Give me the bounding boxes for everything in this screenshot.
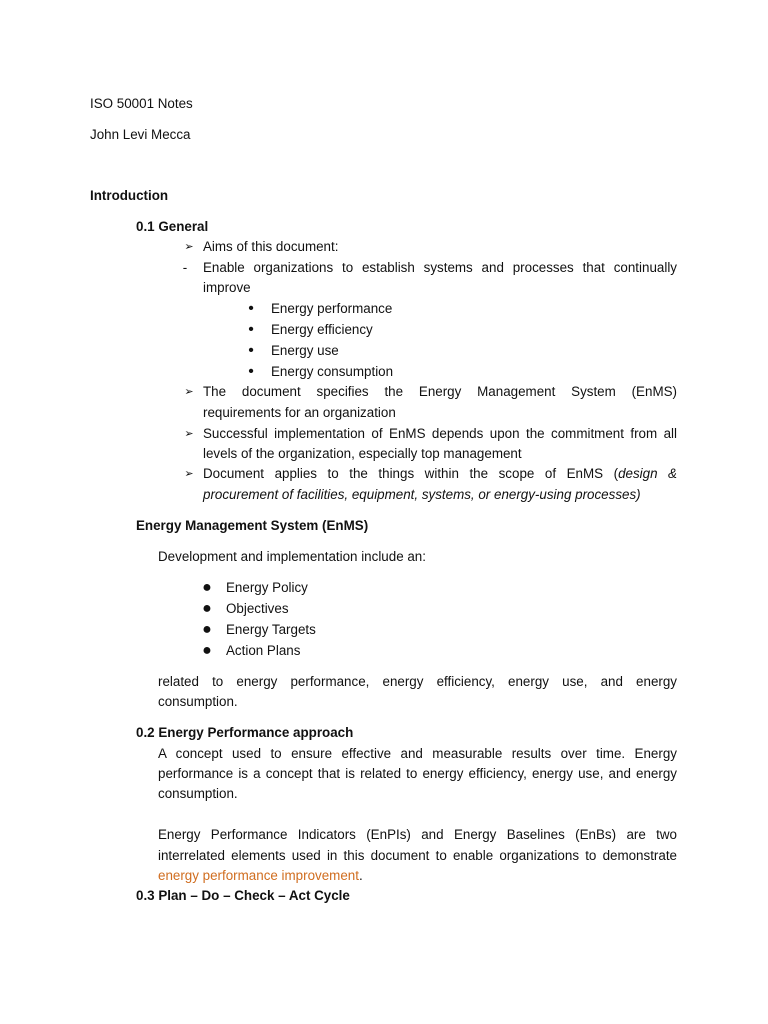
arrow-item-2-line-1: Successful implementation of EnMS depends upon the commitment from all [203,426,677,441]
round-bullet-icon: • [248,300,254,317]
performance-paragraph-2-line-1: Energy Performance Indicators (EnPIs) and Energy Baselines (EnBs) are two [158,827,677,842]
arrow-item-3-line-2: procurement of facilities, equipment, systems, or energy-using processes) [203,487,641,502]
performance-paragraph-1-line-3: consumption. [158,786,238,801]
dash-item-line-2: improve [203,280,251,295]
arrow-bullet-icon: ➢ [184,428,194,440]
aims-text: Aims of this document: [203,239,339,254]
document-author: John Levi Mecca [90,127,191,142]
performance-paragraph-2-line-3 [158,866,363,886]
introduction-heading: Introduction [90,188,169,203]
enms-bullet-energy-policy: Energy Policy [226,580,308,595]
bullet-energy-performance: Energy performance [271,301,393,316]
round-bullet-icon: • [248,363,254,380]
dash-item-line-1: Enable organizations to establish systems and processes that continually [203,260,677,275]
general-heading: 0.1 General [136,219,209,234]
performance-heading: 0.2 Energy Performance approach [136,725,354,740]
performance-paragraph-2-line-2: interrelated elements used in this document to enable organizations to demonstrate [158,848,677,863]
enms-bullet-action-plans: Action Plans [226,643,301,658]
round-bullet-icon: • [248,342,254,359]
document-title: ISO 50001 Notes [90,96,193,111]
enms-bullet-objectives: Objectives [226,601,289,616]
arrow-bullet-icon: ➢ [184,386,194,398]
enms-intro: Development and implementation include an: [158,549,426,564]
enms-bullet-energy-targets: Energy Targets [226,622,316,637]
performance-paragraph-1-line-1: A concept used to ensure effective and measurable results over time. Energy [158,746,677,761]
paragraph-end-punctuation: . [358,868,363,883]
round-bullet-icon: ● [202,579,212,596]
round-bullet-icon: ● [202,600,212,617]
enms-related-line-1: related to energy performance, energy efficiency, energy use, and energy [158,674,677,689]
round-bullet-icon: • [248,321,254,338]
bullet-energy-consumption: Energy consumption [271,364,394,379]
round-bullet-icon: ● [202,621,212,638]
dash-bullet-icon: - [182,260,188,275]
arrow-item-3-line-1 [203,464,677,484]
arrow-bullet-icon: ➢ [184,468,194,480]
enms-related-line-2: consumption. [158,694,238,709]
arrow-item-3-prefix: Document applies to the things within the scope of EnMS ( [203,466,619,481]
arrow-item-1-line-2: requirements for an organization [203,405,396,420]
arrow-bullet-icon: ➢ [184,241,194,253]
bullet-energy-use: Energy use [271,343,339,358]
enms-heading: Energy Management System (EnMS) [136,518,369,533]
arrow-item-2-line-2: levels of the organization, especially top management [203,446,522,461]
energy-performance-improvement-link[interactable]: energy performance improvement [158,868,359,883]
performance-paragraph-1-line-2: performance is a concept that is related to energy efficiency, energy use, and energy [158,766,677,781]
pdca-heading: 0.3 Plan – Do – Check – Act Cycle [136,888,350,903]
arrow-item-3-italic-start: design & [618,466,677,481]
arrow-item-1-line-1: The document specifies the Energy Management System (EnMS) [203,384,677,399]
bullet-energy-efficiency: Energy efficiency [271,322,373,337]
round-bullet-icon: ● [202,642,212,659]
